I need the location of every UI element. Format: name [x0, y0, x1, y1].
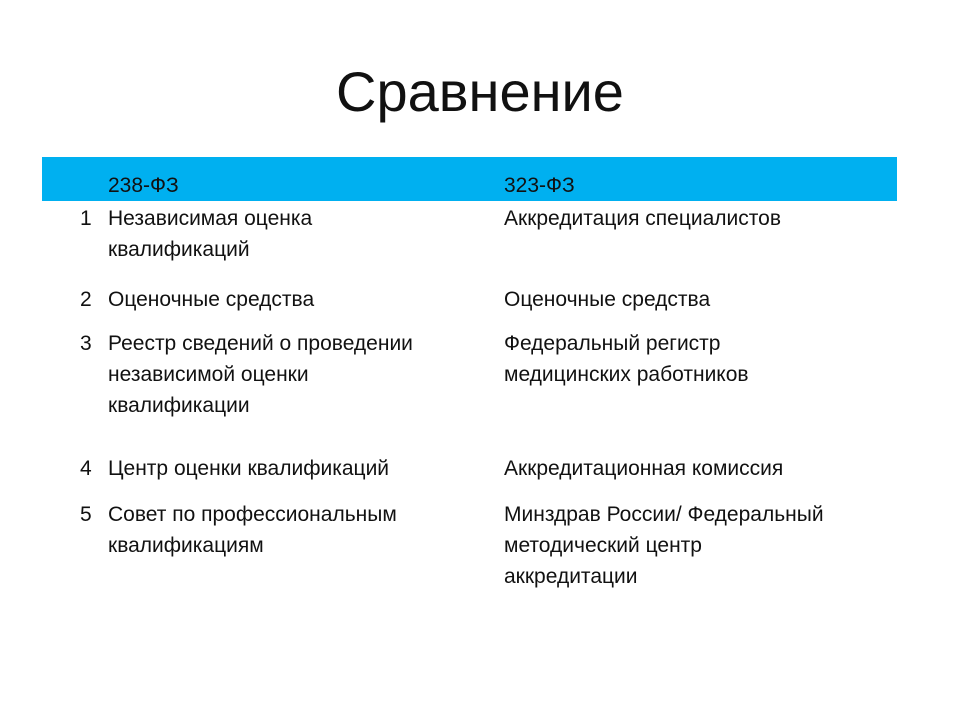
- table-cell-323: Аккредитация специалистов: [504, 207, 781, 230]
- table-cell-238: Оценочные средства: [108, 288, 315, 311]
- table-cell-238: Центр оценки квалификаций: [108, 457, 390, 480]
- page-title: Сравнение: [336, 60, 624, 123]
- table-cell-323: Аккредитационная комиссия: [504, 457, 784, 480]
- table-row-number: 5: [80, 503, 92, 526]
- table-cell-323: Федеральный регистр медицинских работников: [504, 332, 749, 386]
- table-cell-238: Независимая оценка квалификаций: [108, 207, 313, 261]
- table-row-number: 3: [80, 332, 92, 355]
- table-header-323: 323-ФЗ: [504, 174, 575, 197]
- table-cell-323: Минздрав России/ Федеральный методический центр аккредитации: [504, 503, 824, 588]
- table-cell-238: Совет по профессиональным квалификациям: [108, 503, 397, 557]
- table-row-number: 2: [80, 288, 92, 311]
- table-cell-238: Реестр сведений о проведении независимой оценки квалификации: [108, 332, 413, 417]
- table-row-number: 4: [80, 457, 92, 480]
- table-header-238: 238-ФЗ: [108, 174, 179, 197]
- table-row-number: 1: [80, 207, 92, 230]
- table-cell-323: Оценочные средства: [504, 288, 711, 311]
